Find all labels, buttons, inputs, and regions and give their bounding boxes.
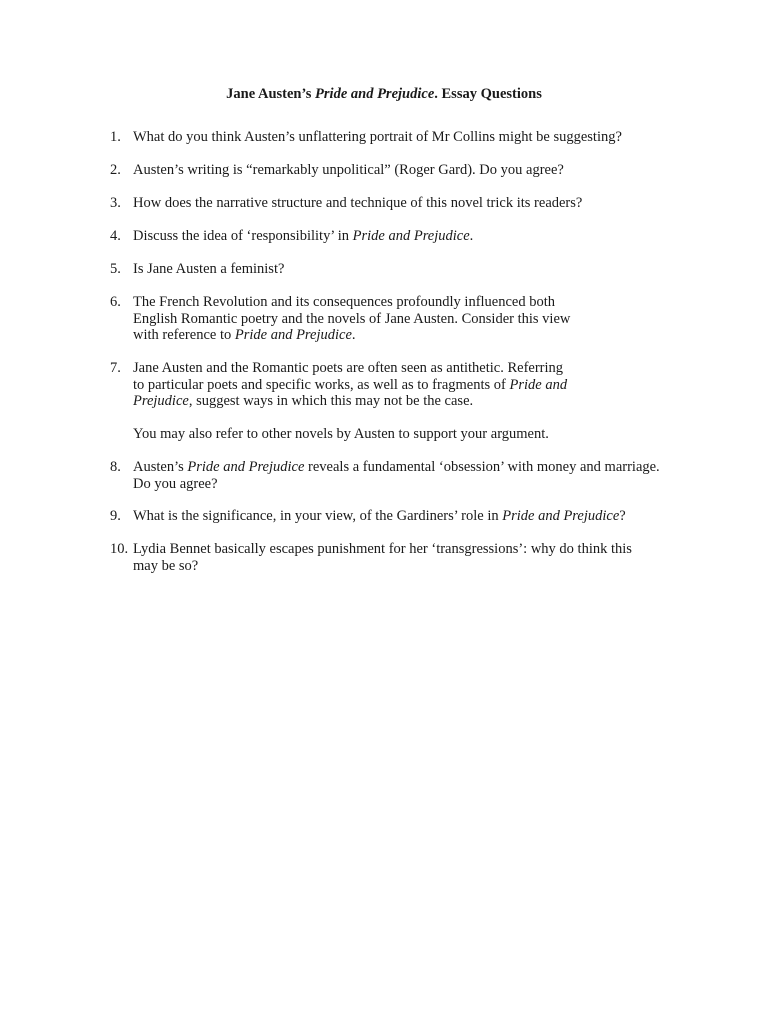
question-line: Do you agree? <box>133 475 218 492</box>
document-title <box>0 85 768 103</box>
question-text-part: Austen’s <box>133 459 188 475</box>
question-line <box>133 327 662 344</box>
question-text-part: to particular poets and specific works, as well as to fragments of <box>133 376 510 393</box>
question-number: 6. <box>110 294 121 310</box>
question-7 <box>110 360 662 442</box>
title-author: Jane Austen’s <box>226 86 312 102</box>
question-text-part: Discuss the idea of ‘responsibility’ in <box>133 228 353 244</box>
question-number: 1. <box>110 129 121 145</box>
question-number: 7. <box>110 360 121 376</box>
question-text-part: . <box>469 228 474 244</box>
novel-title: Pride and Prejudice <box>352 228 470 244</box>
question-text <box>133 508 662 525</box>
question-8 <box>110 459 662 492</box>
question-4 <box>110 228 662 245</box>
question-text-part: . <box>351 327 356 343</box>
question-number: 10. <box>110 541 129 557</box>
question-text-part: What is the significance, in your view, of the Gardiners’ role in <box>133 508 503 524</box>
question-followup: You may also refer to other novels by Austen to support your argument. <box>133 425 549 442</box>
question-line <box>133 393 662 410</box>
question-10 <box>110 541 662 574</box>
title-work: Pride and Prejudice <box>315 86 435 102</box>
question-text: Austen’s writing is “remarkably unpolitical” (Roger Gard). Do you agree? <box>133 162 564 178</box>
novel-title: Pride and <box>509 376 568 393</box>
question-5 <box>110 261 662 278</box>
novel-title: Prejudice <box>133 393 189 409</box>
question-number: 5. <box>110 261 121 277</box>
question-line <box>133 377 662 394</box>
question-text-part: with reference to <box>133 327 235 343</box>
question-text-part: , suggest ways in which this may not be the case. <box>188 393 474 409</box>
question-number: 8. <box>110 459 121 475</box>
question-1 <box>110 129 662 146</box>
question-text: How does the narrative structure and technique of this novel trick its readers? <box>133 195 583 211</box>
question-text-part: ? <box>619 508 626 524</box>
question-line: Jane Austen and the Romantic poets are often seen as antithetic. Referring <box>133 360 564 376</box>
question-number: 4. <box>110 228 121 244</box>
question-text: What do you think Austen’s unflattering portrait of Mr Collins might be suggesting? <box>133 129 622 145</box>
question-3 <box>110 195 662 212</box>
question-text <box>133 228 662 245</box>
question-6 <box>110 294 662 344</box>
novel-title: Pride and Prejudice <box>502 508 620 524</box>
question-number: 9. <box>110 508 121 524</box>
novel-title: Pride and Prejudice <box>187 459 305 475</box>
question-number: 3. <box>110 195 121 211</box>
question-line: English Romantic poetry and the novels of Jane Austen. Consider this view <box>133 310 571 327</box>
novel-title: Pride and Prejudice <box>234 327 352 343</box>
question-2 <box>110 162 662 179</box>
question-line <box>133 459 662 476</box>
title-rest: . Essay Questions <box>434 86 542 102</box>
question-line: may be so? <box>133 557 199 574</box>
question-line: Lydia Bennet basically escapes punishment for her ‘transgressions’: why do think this <box>133 541 632 557</box>
question-number: 2. <box>110 162 121 178</box>
question-text: Is Jane Austen a feminist? <box>133 261 285 277</box>
question-line: The French Revolution and its consequences profoundly influenced both <box>133 294 556 310</box>
question-9 <box>110 508 662 525</box>
question-text-part: reveals a fundamental ‘obsession’ with money and marriage. <box>304 459 660 475</box>
